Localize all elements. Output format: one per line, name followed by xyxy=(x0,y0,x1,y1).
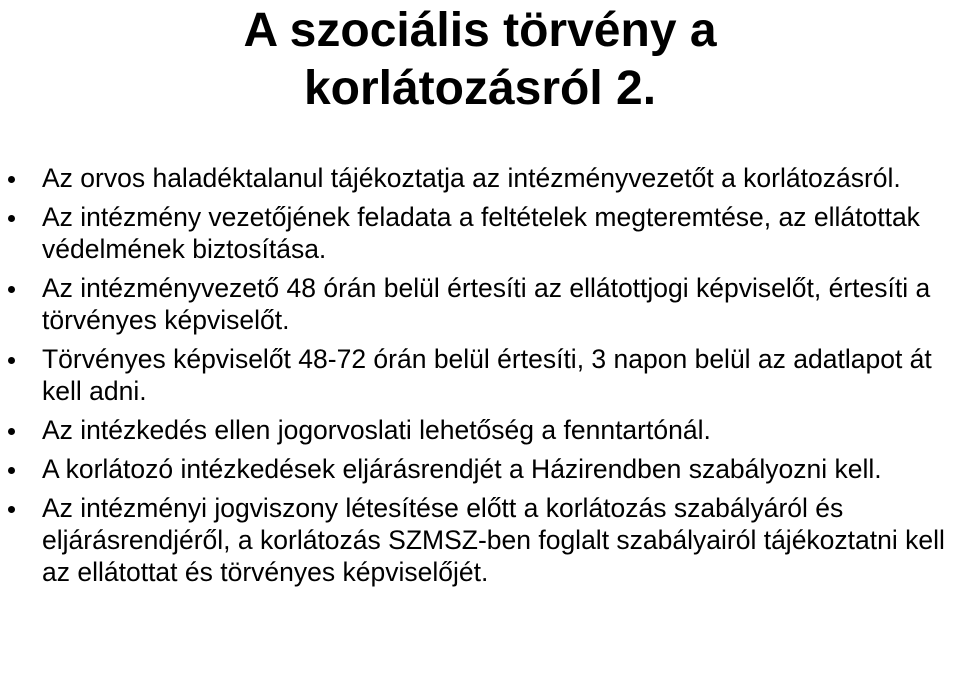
bullet-dot-icon xyxy=(8,286,15,293)
bullet-text: Az intézmény vezetőjének feladata a feltételek megteremtése, az ellátottak védelmének biztosítása. xyxy=(42,202,920,264)
bullet-text: Az intézményvezető 48 órán belül értesíti az ellátottjogi képviselőt, értesíti a törvényes képviselőt. xyxy=(42,273,931,335)
bullet-dot-icon xyxy=(8,176,15,183)
bullet-text: Az intézkedés ellen jogorvoslati lehetőség a fenntartónál. xyxy=(42,415,711,445)
bullet-item-2 xyxy=(0,201,960,265)
bullet-text: Az intézményi jogviszony létesítése előtt a korlátozás szabályáról és eljárásrendjéről, a korlátozás SZMSZ-ben foglalt szabályairól tájékoztatni kell az ellátottat és törvényes képviselőjét. xyxy=(42,493,945,587)
slide-title-line-2: korlátozásról 2. xyxy=(303,62,657,115)
bullet-item-6 xyxy=(0,453,960,485)
bullet-item-1 xyxy=(0,162,960,194)
bullet-item-4 xyxy=(0,343,960,407)
bullet-dot-icon xyxy=(8,467,15,474)
bullet-list xyxy=(0,162,960,595)
bullet-dot-icon xyxy=(8,506,15,513)
bullet-dot-icon xyxy=(8,215,15,222)
slide-title xyxy=(0,0,960,118)
bullet-text: Az orvos haladéktalanul tájékoztatja az intézményvezetőt a korlátozásról. xyxy=(42,163,901,193)
bullet-dot-icon xyxy=(8,428,15,435)
bullet-dot-icon xyxy=(8,357,15,364)
slide-title-line-1: A szociális törvény a xyxy=(243,4,717,57)
bullet-item-7 xyxy=(0,492,960,588)
bullet-text: Törvényes képviselőt 48-72 órán belül értesíti, 3 napon belül az adatlapot át kell adni. xyxy=(42,344,932,406)
bullet-item-3 xyxy=(0,272,960,336)
bullet-text: A korlátozó intézkedések eljárásrendjét a Házirendben szabályozni kell. xyxy=(42,454,882,484)
bullet-item-5 xyxy=(0,414,960,446)
